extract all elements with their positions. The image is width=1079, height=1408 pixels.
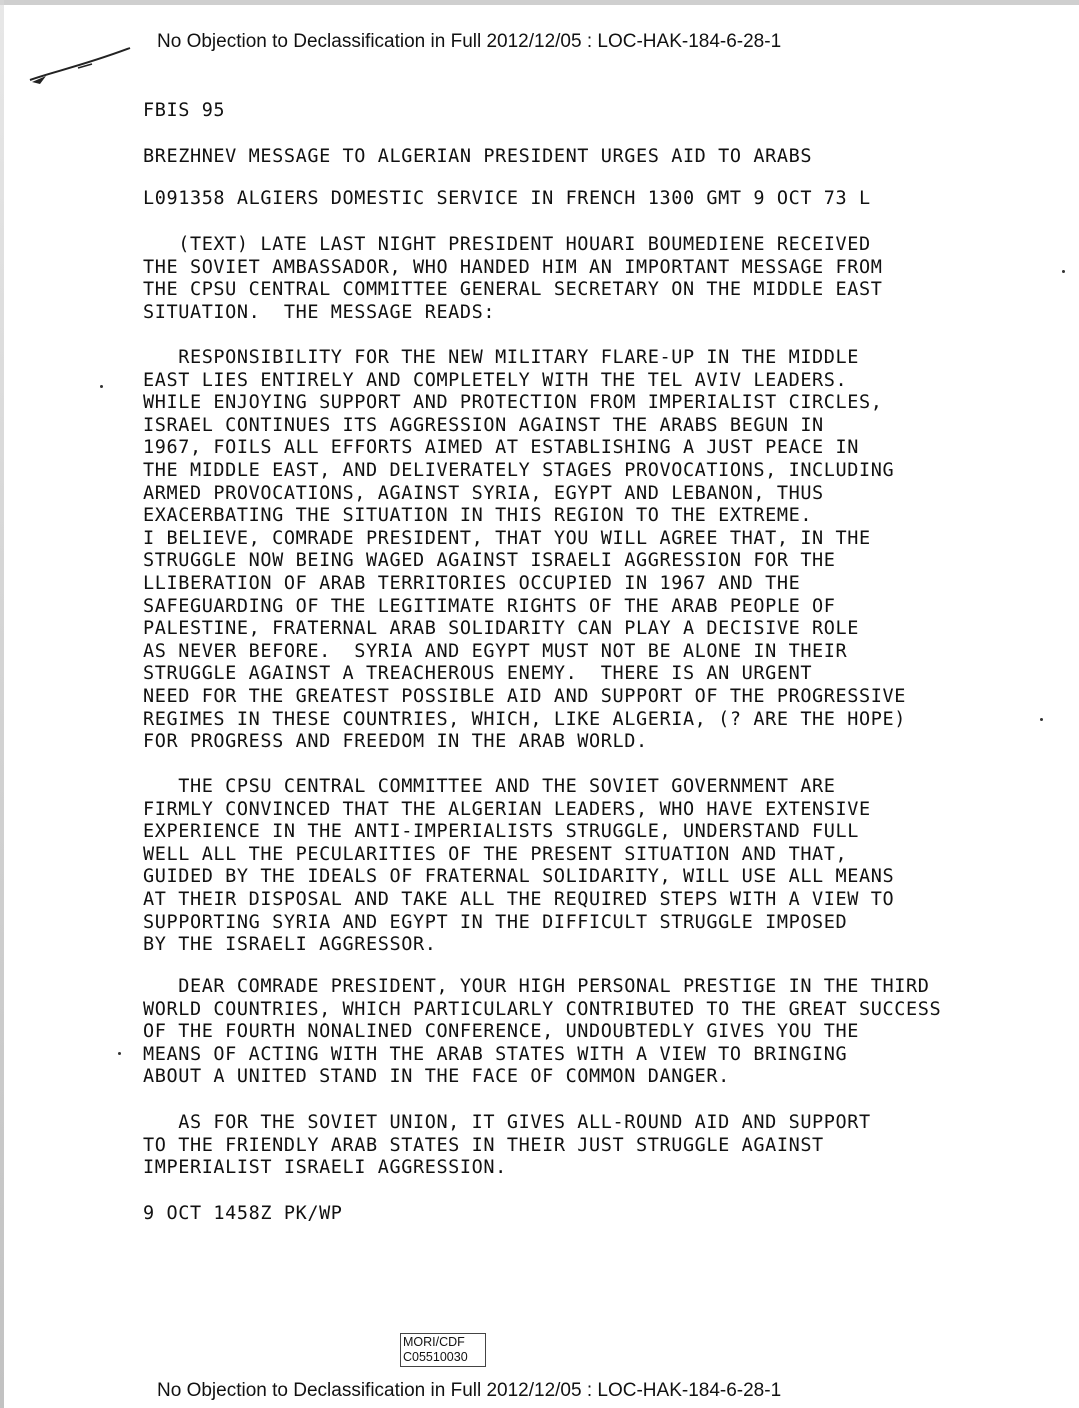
dateline-slug: L091358 ALGIERS DOMESTIC SERVICE IN FRENCH 1300 GMT 9 OCT 73 L <box>143 188 871 209</box>
paragraph-dear-comrade: DEAR COMRADE PRESIDENT, YOUR HIGH PERSONAL PRESTIGE IN THE THIRD WORLD COUNTRIES, WHICH PARTICULARLY CONTRIBUTED TO THE GREAT SUCCESS OF THE FOURTH NONALINED CONFERENCE, UNDOUBTEDLY GIVES YOU THE MEANS OF ACTING WITH THE ARAB STATES WITH A VIEW TO BRINGING ABOUT A UNITED STAND IN THE FACE OF COMMON DANGER. <box>143 976 942 1088</box>
headline: BREZHNEV MESSAGE TO ALGERIAN PRESIDENT URGES AID TO ARABS <box>143 146 813 167</box>
declassification-stamp-top: No Objection to Declassification in Full 2012/12/05 : LOC-HAK-184-6-28-1 <box>157 31 782 52</box>
declassification-stamp-bottom: No Objection to Declassification in Full 2012/12/05 : LOC-HAK-184-6-28-1 <box>157 1380 782 1401</box>
mori-code: C05510030 <box>403 1350 468 1364</box>
scan-speck <box>118 1052 121 1055</box>
scan-speck <box>100 385 103 388</box>
scan-edge-left <box>0 0 4 1408</box>
scan-edge-top <box>0 0 1079 5</box>
mori-label: MORI/CDF <box>403 1335 465 1349</box>
scan-speck <box>1062 270 1065 273</box>
scan-speck <box>1040 718 1043 721</box>
fbis-number: FBIS 95 <box>143 100 226 121</box>
paragraph-responsibility: RESPONSIBILITY FOR THE NEW MILITARY FLARE-UP IN THE MIDDLE EAST LIES ENTIRELY AND COMPLETELY WITH THE TEL AVIV LEADERS. WHILE ENJOYING SUPPORT AND PROTECTION FROM IMPERIALIST CIRCLES, ISRAEL CONTINUES ITS AGGRESSION AGAINST THE ARABS BEGUN IN 1967, FOILS ALL EFFORTS AIMED AT ESTABLISHING A JUST PEACE IN THE MIDDLE EAST, AND DELIVERATELY STAGES PROVOCATIONS, INCLUDING ARMED PROVOCATIONS, AGAINST SYRIA, EGYPT AND LEBANON, THUS EXACERBATING THE SITUATION IN THIS REGION TO THE EXTREME. I BELIEVE, COMRADE PRESIDENT, THAT YOU WILL AGREE THAT, IN THE STRUGGLE NOW BEING WAGED AGAINST ISRAELI AGGRESSION FOR THE LLIBERATION OF ARAB TERRITORIES OCCUPIED IN 1967 AND THE SAFEGUARDING OF THE LEGITIMATE RIGHTS OF THE ARAB PEOPLE OF PALESTINE, FRATERNAL ARAB SOLIDARITY CAN PLAY A DECISIVE ROLE AS NEVER BEFORE. SYRIA AND EGYPT MUST NOT BE ALONE IN THEIR STRUGGLE AGAINST A TREACHEROUS ENEMY. THERE IS AN URGENT NEED FOR THE GREATEST POSSIBLE AID AND SUPPORT OF THE PROGRESSIVE REGIMES IN THESE COUNTRIES, WHICH, LIKE ALGERIA, (? ARE THE HOPE) FOR PROGRESS AND FREEDOM IN THE ARAB WORLD. <box>143 347 906 753</box>
paragraph-intro: (TEXT) LATE LAST NIGHT PRESIDENT HOUARI BOUMEDIENE RECEIVED THE SOVIET AMBASSADOR, WHO HANDED HIM AN IMPORTANT MESSAGE FROM THE CPSU CENTRAL COMMITTEE GENERAL SECRETARY ON THE MIDDLE EAST SITUATION. THE MESSAGE READS: <box>143 234 883 323</box>
mori-cdf-box <box>400 1333 486 1367</box>
stray-pen-mark <box>22 40 142 100</box>
paragraph-soviet-union: AS FOR THE SOVIET UNION, IT GIVES ALL-ROUND AID AND SUPPORT TO THE FRIENDLY ARAB STATES IN THEIR JUST STRUGGLE AGAINST IMPERIALIST ISRAELI AGGRESSION. <box>143 1112 871 1179</box>
paragraph-cpsu-committee: THE CPSU CENTRAL COMMITTEE AND THE SOVIET GOVERNMENT ARE FIRMLY CONVINCED THAT THE ALGERIAN LEADERS, WHO HAVE EXTENSIVE EXPERIENCE IN THE ANTI-IMPERIALISTS STRUGGLE, UNDERSTAND FULL WELL ALL THE PECULARITIES OF THE PRESENT SITUATION AND THAT, GUIDED BY THE IDEALS OF FRATERNAL SOLIDARITY, WILL USE ALL MEANS AT THEIR DISPOSAL AND TAKE ALL THE REQUIRED STEPS WITH A VIEW TO SUPPORTING SYRIA AND EGYPT IN THE DIFFICULT STRUGGLE IMPOSED BY THE ISRAELI AGGRESSOR. <box>143 776 895 956</box>
transmission-footer: 9 OCT 1458Z PK/WP <box>143 1203 343 1224</box>
